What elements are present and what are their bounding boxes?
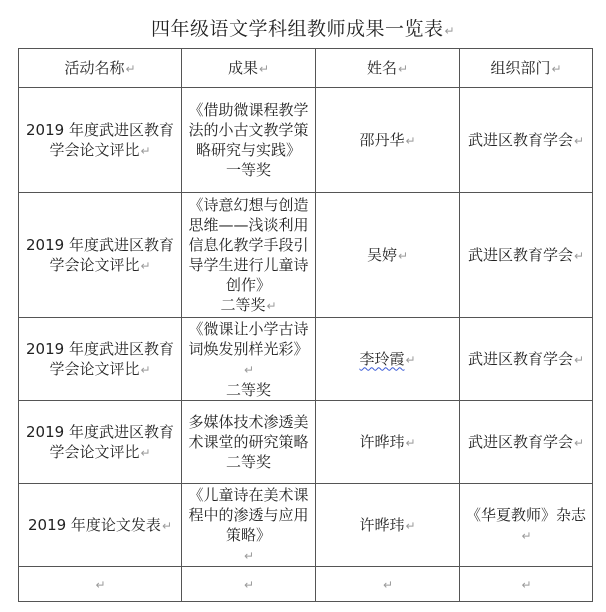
award-text: 二等奖	[225, 380, 271, 399]
paragraph-mark-icon: ↵	[573, 352, 585, 367]
paragraph-mark-icon: ↵	[140, 362, 151, 377]
cell-achievement	[182, 484, 316, 567]
paragraph-mark-icon: ↵	[444, 24, 456, 38]
paragraph-mark-icon: ↵	[140, 143, 151, 158]
paragraph-mark-icon: ↵	[405, 133, 416, 148]
teacher-name: 吴婷	[366, 245, 397, 264]
award-text: 一等奖	[225, 161, 271, 179]
org-text: 武进区教育学会	[467, 130, 573, 149]
award-text	[186, 295, 311, 316]
achievement-text: 《儿童诗在美术课程中的渗透与应用策略》	[188, 485, 309, 544]
paragraph-mark-icon: ↵	[243, 362, 255, 377]
cell-name	[316, 484, 460, 567]
achievement-table	[18, 48, 593, 602]
document-title	[0, 14, 606, 41]
paragraph-mark-icon: ↵	[382, 577, 394, 592]
activity-text: 2019 年度武进区教育学会论文评比	[26, 235, 174, 274]
cell-org	[460, 484, 593, 567]
table-row	[19, 401, 593, 484]
cell-empty	[19, 567, 182, 602]
cell-org	[460, 318, 593, 401]
cell-empty	[316, 567, 460, 602]
org-text: 武进区教育学会	[467, 349, 573, 368]
org-text: 《华夏教师》杂志	[465, 505, 586, 524]
table-row	[19, 318, 593, 401]
cell-activity	[19, 193, 182, 318]
paragraph-mark-icon: ↵	[573, 133, 585, 148]
paragraph-mark-icon: ↵	[405, 435, 416, 450]
cell-activity	[19, 318, 182, 401]
cell-org	[460, 193, 593, 318]
achievement-text: 《微课让小学古诗词焕发别样光彩》	[188, 319, 309, 358]
teacher-name: 邵丹华	[359, 130, 405, 149]
paragraph-mark-icon: ↵	[95, 577, 106, 592]
paragraph-mark-icon: ↵	[140, 258, 151, 273]
paragraph-mark-icon: ↵	[258, 61, 270, 76]
paragraph-mark-icon: ↵	[243, 548, 255, 563]
cell-achievement	[182, 318, 316, 401]
cell-activity	[19, 401, 182, 484]
teacher-name: 李玲霞	[359, 349, 405, 368]
cell-achievement	[182, 401, 316, 484]
paragraph-mark-icon: ↵	[573, 248, 585, 263]
cell-activity	[19, 88, 182, 193]
header-name	[316, 49, 460, 88]
paragraph-mark-icon: ↵	[397, 248, 409, 263]
header-org	[460, 49, 593, 88]
paragraph-mark-icon: ↵	[125, 61, 136, 76]
table-row-empty	[19, 567, 593, 602]
paragraph-mark-icon: ↵	[521, 528, 532, 543]
cell-name	[316, 318, 460, 401]
header-activity-label: 活动名称	[64, 58, 125, 77]
teacher-name: 许晔玮	[359, 515, 405, 534]
achievement-text: 多媒体技术渗透美术课堂的研究策略	[188, 413, 309, 451]
org-text: 武进区教育学会	[467, 245, 573, 264]
award-label: 二等奖	[220, 295, 266, 314]
paragraph-mark-icon: ↵	[243, 577, 255, 592]
header-achievement-label: 成果	[227, 58, 258, 77]
cell-org	[460, 88, 593, 193]
award-line	[186, 545, 311, 566]
paragraph-mark-icon: ↵	[573, 435, 585, 450]
table-header-row	[19, 49, 593, 88]
cell-name	[316, 193, 460, 318]
cell-org	[460, 401, 593, 484]
document-title-text: 四年级语文学科组教师成果一览表	[150, 18, 444, 40]
paragraph-mark-icon: ↵	[521, 577, 532, 592]
cell-name	[316, 401, 460, 484]
header-achievement	[182, 49, 316, 88]
cell-achievement	[182, 88, 316, 193]
achievement-text: 《借助微课程教学法的小古文教学策略研究与实践》	[188, 101, 309, 159]
activity-text: 2019 年度武进区教育学会论文评比	[26, 120, 174, 159]
table-row	[19, 88, 593, 193]
paragraph-mark-icon: ↵	[140, 445, 151, 460]
table-row	[19, 484, 593, 567]
header-org-label: 组织部门	[490, 58, 551, 77]
teacher-name: 许晔玮	[359, 432, 405, 451]
table-row	[19, 193, 593, 318]
activity-text: 2019 年度武进区教育学会论文评比	[26, 422, 174, 461]
paragraph-mark-icon: ↵	[161, 518, 172, 533]
header-activity	[19, 49, 182, 88]
achievement-text: 《诗意幻想与创造思维——浅谈利用信息化教学手段引导学生进行儿童诗创作》	[188, 195, 309, 294]
activity-text: 2019 年度武进区教育学会论文评比	[26, 339, 174, 378]
cell-name	[316, 88, 460, 193]
activity-text: 2019 年度论文发表	[27, 515, 161, 534]
cell-empty	[182, 567, 316, 602]
paragraph-mark-icon: ↵	[266, 298, 277, 313]
paragraph-mark-icon: ↵	[397, 61, 409, 76]
paragraph-mark-icon: ↵	[405, 518, 416, 533]
paragraph-mark-icon: ↵	[551, 61, 562, 76]
cell-activity	[19, 484, 182, 567]
cell-empty	[460, 567, 593, 602]
header-name-label: 姓名	[366, 58, 397, 77]
paragraph-mark-icon: ↵	[405, 352, 416, 367]
cell-achievement	[182, 193, 316, 318]
award-text: 二等奖	[225, 453, 271, 471]
org-text: 武进区教育学会	[467, 432, 573, 451]
